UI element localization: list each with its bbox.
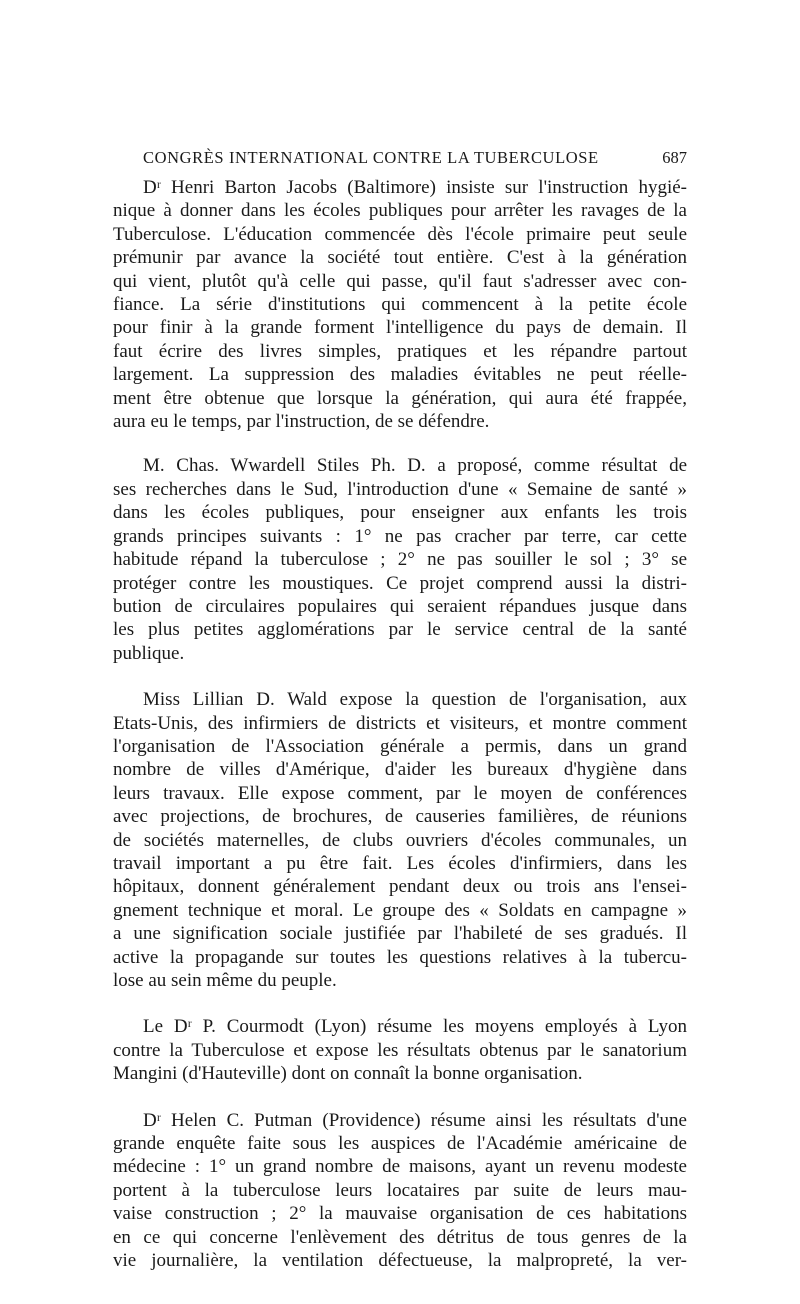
- text-line: prémunir par avance la société tout entière. C'est à la génération: [113, 247, 687, 269]
- paragraph-stiles: [113, 454, 687, 665]
- text-line: Miss Lillian D. Wald expose la question de l'organisation, aux: [143, 689, 687, 711]
- text-line: nombre de villes d'Amérique, d'aider les bureaux d'hygiène dans: [113, 759, 687, 781]
- text-line: travail important a pu être fait. Les écoles d'infirmiers, dans les: [113, 852, 687, 874]
- text-line: habitude répand la tuberculose ; 2° ne pas souiller le sol ; 3° se: [113, 549, 687, 571]
- text-line: Mangini (d'Hauteville) dont on connaît la bonne organisation.: [113, 1063, 583, 1085]
- text-line: active la propagande sur toutes les questions relatives à la tubercu-: [113, 946, 687, 968]
- text-line: leurs travaux. Elle expose comment, par le moyen de conférences: [113, 782, 687, 804]
- text-line: M. Chas. Wwardell Stiles Ph. D. a proposé, comme résultat de: [143, 455, 687, 477]
- running-title: CONGRÈS INTERNATIONAL CONTRE LA TUBERCULOSE: [143, 148, 599, 167]
- text-line: Le Dʳ P. Courmodt (Lyon) résume les moyens employés à Lyon: [143, 1016, 687, 1038]
- text-line: dans les écoles publiques, pour enseigner aux enfants les trois: [113, 502, 687, 524]
- text-line: les plus petites agglomérations par le service central de la santé: [113, 619, 687, 641]
- text-line: grande enquête faite sous les auspices de l'Académie américaine de: [113, 1133, 687, 1155]
- text-line: de sociétés maternelles, de clubs ouvriers d'écoles communales, un: [113, 829, 687, 851]
- book-page: [113, 148, 687, 1295]
- text-line: ment être obtenue que lorsque la génération, qui aura été frappée,: [113, 387, 687, 409]
- text-line: a une signification sociale justifiée par l'habileté de ses gradués. Il: [113, 923, 687, 945]
- text-line: largement. La suppression des maladies évitables ne peut réelle-: [113, 364, 687, 386]
- text-line: portent à la tuberculose leurs locataires par suite de leurs mau-: [113, 1179, 687, 1201]
- text-line: vie journalière, la ventilation défectueuse, la malpropreté, la ver-: [113, 1250, 687, 1272]
- text-line: gnement technique et moral. Le groupe des « Soldats en campagne »: [113, 899, 687, 921]
- text-line: grands principes suivants : 1° ne pas cracher par terre, car cette: [113, 525, 687, 547]
- text-line: ses recherches dans le Sud, l'introduction d'une « Semaine de santé »: [113, 478, 687, 500]
- text-line: nique à donner dans les écoles publiques pour arrêter les ravages de la: [113, 200, 687, 222]
- text-line: médecine : 1° un grand nombre de maisons, ayant un revenu modeste: [113, 1156, 687, 1178]
- text-line: contre la Tuberculose et expose les résultats obtenus par le sanatorium: [113, 1039, 687, 1061]
- text-line: Etats-Unis, des infirmiers de districts et visiteurs, et montre comment: [113, 712, 687, 734]
- text-line: bution de circulaires populaires qui seraient répandues jusque dans: [113, 595, 687, 617]
- paragraph-putman: [113, 1109, 687, 1273]
- text-line: en ce qui concerne l'enlèvement des détritus de tous genres de la: [113, 1226, 687, 1248]
- text-line: hôpitaux, donnent généralement pendant deux ou trois ans l'ensei-: [113, 876, 687, 898]
- text-line: Dʳ Henri Barton Jacobs (Baltimore) insiste sur l'instruction hygié-: [143, 177, 687, 198]
- text-line: pour finir à la grande forment l'intelligence du pays de demain. Il: [113, 317, 687, 339]
- text-line: fiance. La série d'institutions qui commencent à la petite école: [113, 294, 687, 316]
- text-line: avec projections, de brochures, de causeries familières, de réunions: [113, 806, 687, 828]
- text-line: lose au sein même du peuple.: [113, 970, 337, 991]
- text-line: vaise construction ; 2° la mauvaise organisation de ces habitations: [113, 1203, 687, 1225]
- paragraph-jacobs: [113, 176, 687, 433]
- page-number: 687: [662, 148, 687, 167]
- text-line: Tuberculose. L'éducation commencée dès l'école primaire peut seule: [113, 223, 687, 245]
- paragraph-wald: [113, 688, 687, 992]
- text-line: qui vient, plutôt qu'à celle qui passe, qu'il faut s'adresser avec con-: [113, 270, 687, 292]
- text-line: publique.: [113, 642, 185, 664]
- text-line: faut écrire des livres simples, pratiques et les répandre partout: [113, 340, 687, 362]
- text-line: protéger contre les moustiques. Ce projet comprend aussi la distri-: [113, 572, 687, 594]
- text-line: Dʳ Helen C. Putman (Providence) résume ainsi les résultats d'une: [143, 1109, 687, 1131]
- text-line: l'organisation de l'Association générale a permis, dans un grand: [113, 735, 687, 757]
- paragraph-courmodt: [113, 1015, 687, 1085]
- running-head: [113, 148, 687, 168]
- text-line: aura eu le temps, par l'instruction, de se défendre.: [113, 411, 490, 433]
